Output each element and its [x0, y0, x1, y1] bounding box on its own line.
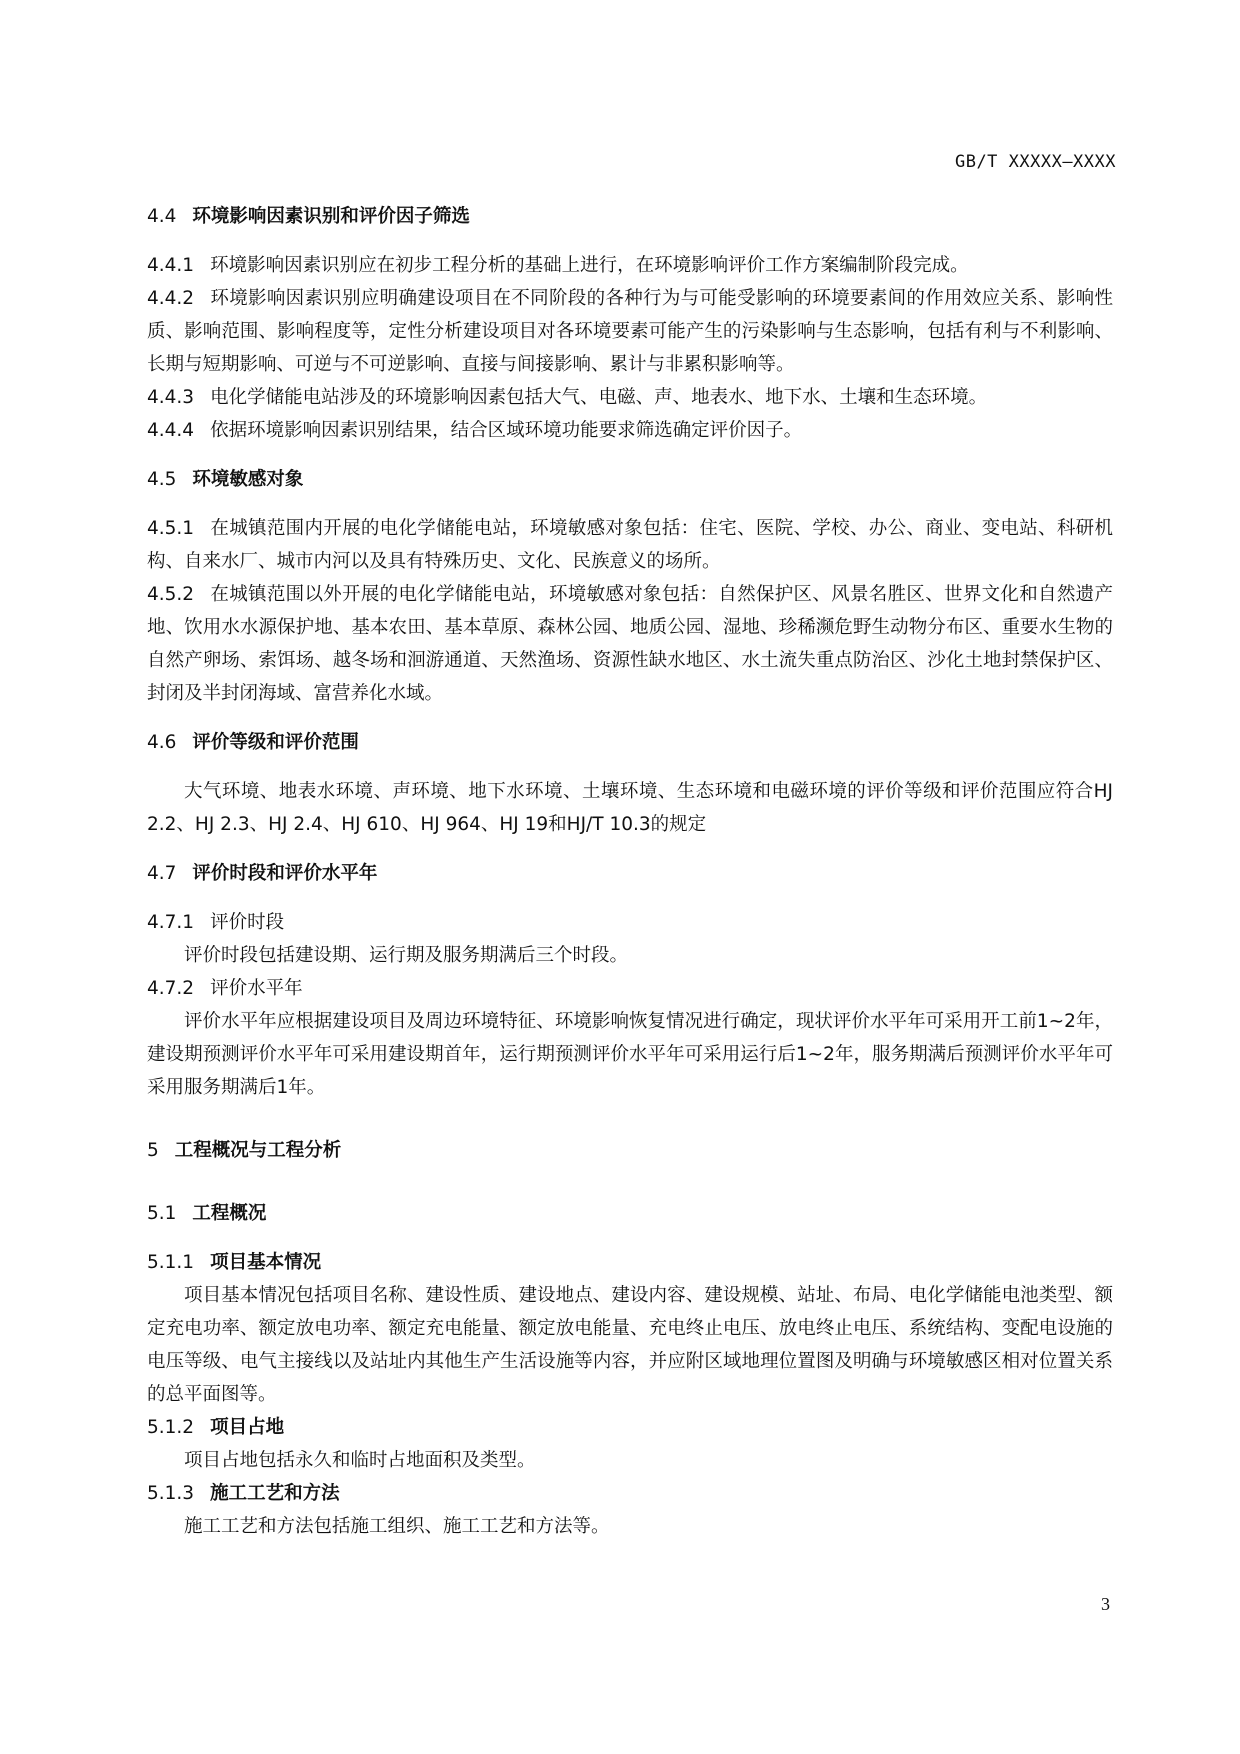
paragraph-4-7-2: 评价水平年应根据建设项目及周边环境特征、环境影响恢复情况进行确定，现状评价水平年可采用开工前1~2年，建设期预测评价水平年可采用建设期首年，运行期预测评价水平年可采用运行后1~2年，服务期满后预测评价水平年可采用服务期满后1年。 [147, 1011, 1113, 1098]
heading-4-7-2 [147, 972, 1113, 1005]
clause-text: 环境影响因素识别应明确建设项目在不同阶段的各种行为与可能受影响的环境要素间的作用效应关系、影响性质、影响范围、影响程度等，定性分析建设项目对各环境要素可能产生的污染影响与生态影响，包括有利与不利影响、长期与短期影响、可逆与不可逆影响、直接与间接影响、累计与非累积影响等。 [147, 288, 1113, 375]
heading-5-1-1 [147, 1246, 1113, 1279]
section-title: 工程概况与工程分析 [174, 1140, 342, 1161]
clause-number: 4.4.4 [147, 420, 195, 441]
clause-4-4-1 [147, 249, 1113, 282]
section-number: 4.7 [147, 863, 177, 884]
clause-number: 4.5.1 [147, 518, 195, 539]
heading-4-7 [147, 857, 1113, 890]
heading-4-7-1 [147, 906, 1113, 939]
section-title: 环境影响因素识别和评价因子筛选 [192, 206, 470, 227]
heading-5-1-3 [147, 1477, 1113, 1510]
section-title: 环境敏感对象 [192, 469, 304, 490]
section-number: 4.6 [147, 732, 177, 753]
clause-text: 环境影响因素识别应在初步工程分析的基础上进行，在环境影响评价工作方案编制阶段完成。 [210, 255, 969, 276]
section-number: 5.1.3 [147, 1483, 195, 1504]
paragraph-5-1-2: 项目占地包括永久和临时占地面积及类型。 [184, 1450, 536, 1471]
section-number: 4.7.2 [147, 978, 195, 999]
section-title: 评价时段和评价水平年 [192, 863, 378, 884]
clause-text: 依据环境影响因素识别结果，结合区域环境功能要求筛选确定评价因子。 [210, 420, 803, 441]
heading-4-5 [147, 463, 1113, 496]
section-number: 5 [147, 1140, 159, 1161]
document-code-header: GB/T XXXXX—XXXX [954, 152, 1116, 172]
section-number: 5.1.2 [147, 1417, 195, 1438]
section-number: 4.5 [147, 469, 177, 490]
clause-4-4-4 [147, 414, 1113, 447]
paragraph-5-1-3: 施工工艺和方法包括施工组织、施工工艺和方法等。 [184, 1516, 610, 1537]
paragraph-5-1-1: 项目基本情况包括项目名称、建设性质、建设地点、建设内容、建设规模、站址、布局、电化学储能电池类型、额定充电功率、额定放电功率、额定充电能量、额定放电能量、充电终止电压、放电终止电压、系统结构、变配电设施的电压等级、电气主接线以及站址内其他生产生活设施等内容，并应附区域地理位置图及明确与环境敏感区相对位置关系的总平面图等。 [147, 1285, 1113, 1405]
clause-number: 4.5.2 [147, 584, 195, 605]
section-title: 项目占地 [210, 1417, 285, 1438]
clause-number: 4.4.2 [147, 288, 195, 309]
section-number: 5.1 [147, 1203, 177, 1224]
paragraph-4-7-1: 评价时段包括建设期、运行期及服务期满后三个时段。 [184, 945, 629, 966]
heading-4-6 [147, 726, 1113, 759]
clause-text: 在城镇范围以外开展的电化学储能电站，环境敏感对象包括：自然保护区、风景名胜区、世界文化和自然遗产地、饮用水水源保护地、基本农田、基本草原、森林公园、地质公园、湿地、珍稀濒危野生动物分布区、重要水生物的自然产卵场、索饵场、越冬场和洄游通道、天然渔场、资源性缺水地区、水土流失重点防治区、沙化土地封禁保护区、封闭及半封闭海域、富营养化水域。 [147, 584, 1113, 704]
heading-5-1 [147, 1197, 1113, 1230]
section-title: 工程概况 [192, 1203, 267, 1224]
heading-5-1-2 [147, 1411, 1113, 1444]
heading-5 [147, 1134, 1113, 1167]
heading-4-4 [147, 200, 1113, 233]
section-title: 评价水平年 [210, 978, 303, 999]
clause-4-5-2 [147, 578, 1113, 710]
clause-text: 在城镇范围内开展的电化学储能电站，环境敏感对象包括：住宅、医院、学校、办公、商业、变电站、科研机构、自来水厂、城市内河以及具有特殊历史、文化、民族意义的场所。 [147, 518, 1113, 572]
document-body [147, 200, 1113, 1543]
section-title: 项目基本情况 [210, 1252, 322, 1273]
section-title: 评价等级和评价范围 [192, 732, 359, 753]
section-number: 4.4 [147, 206, 177, 227]
clause-number: 4.4.3 [147, 387, 195, 408]
section-number: 5.1.1 [147, 1252, 195, 1273]
clause-4-4-2 [147, 282, 1113, 381]
section-title: 施工工艺和方法 [210, 1483, 340, 1504]
clause-number: 4.4.1 [147, 255, 195, 276]
clause-text: 电化学储能电站涉及的环境影响因素包括大气、电磁、声、地表水、地下水、土壤和生态环境。 [210, 387, 988, 408]
clause-4-5-1 [147, 512, 1113, 578]
page-number: 3 [1101, 1594, 1110, 1614]
clause-4-4-3 [147, 381, 1113, 414]
section-number: 4.7.1 [147, 912, 195, 933]
section-title: 评价时段 [210, 912, 285, 933]
paragraph-4-6: 大气环境、地表水环境、声环境、地下水环境、土壤环境、生态环境和电磁环境的评价等级和评价范围应符合HJ 2.2、HJ 2.3、HJ 2.4、HJ 610、HJ 964、HJ 19和HJ/T 10.3的规定 [147, 781, 1113, 835]
